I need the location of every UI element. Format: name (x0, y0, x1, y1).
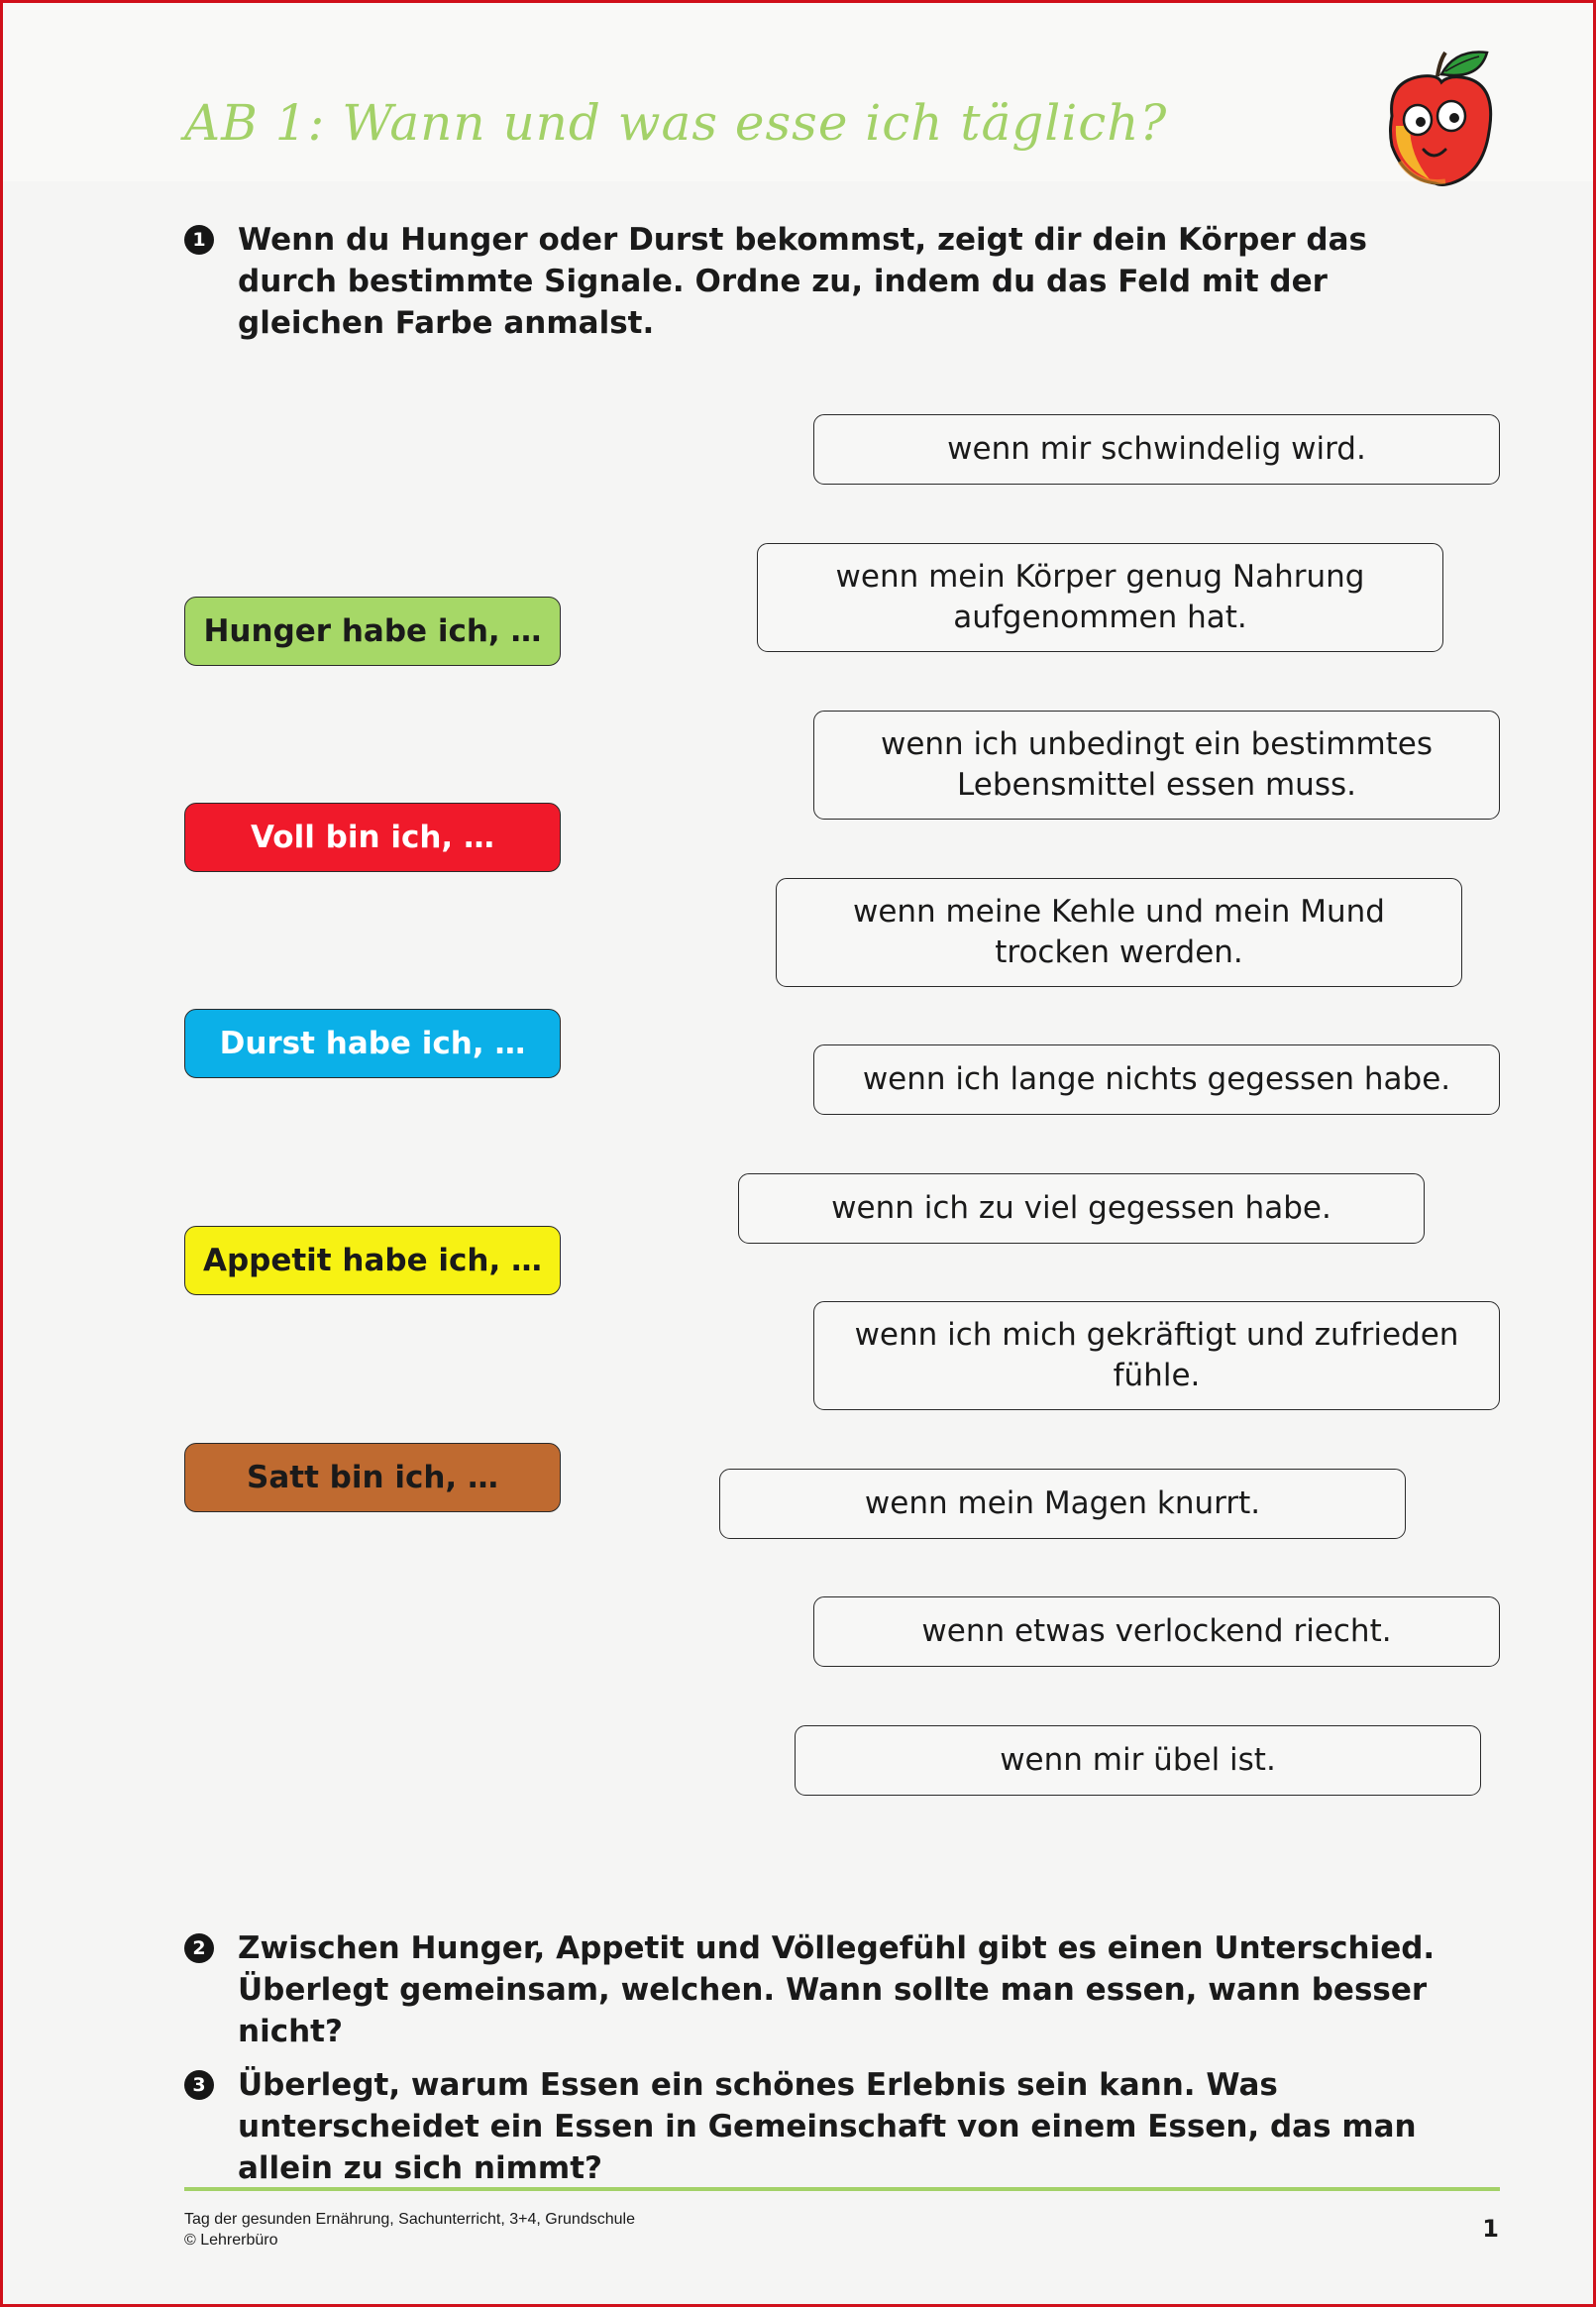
category-durst-box[interactable]: Durst habe ich, … (184, 1009, 561, 1078)
statement-box[interactable]: wenn ich mich gekräftigt und zufrieden fühle. (813, 1301, 1500, 1410)
category-appetit-box[interactable]: Appetit habe ich, … (184, 1226, 561, 1295)
task-number-badge: 1 (184, 225, 214, 255)
header-band (3, 3, 1593, 181)
statement-box[interactable]: wenn ich lange nichts gegessen habe. (813, 1044, 1500, 1115)
statement-box[interactable]: wenn mein Körper genug Nahrung aufgenommen hat. (757, 543, 1443, 652)
statement-box[interactable]: wenn etwas verlockend riecht. (813, 1596, 1500, 1667)
task-number-badge: 3 (184, 2070, 214, 2100)
footer-divider (184, 2187, 1500, 2191)
task-instruction: Zwischen Hunger, Appetit und Völlegefühl gibt es einen Unterschied. Überlegt gemeinsam, welchen. Wann sollte man essen, wann besser nicht? (238, 1930, 1436, 2049)
apple-mascot-icon (1380, 47, 1499, 190)
category-satt-box[interactable]: Satt bin ich, … (184, 1443, 561, 1512)
task-instruction: Wenn du Hunger oder Durst bekommst, zeigt dir dein Körper das durch bestimmte Signale. Ordne zu, indem du das Feld mit der gleichen Farbe anmalst. (238, 222, 1367, 341)
page-number: 1 (1482, 2215, 1499, 2243)
task-3 (184, 2064, 1502, 2189)
footer-copyright: © Lehrerbüro (184, 2232, 278, 2249)
statement-box[interactable]: wenn ich unbedingt ein bestimmtes Lebensmittel essen muss. (813, 711, 1500, 820)
category-hunger-box[interactable]: Hunger habe ich, … (184, 597, 561, 666)
task-number-badge: 2 (184, 1933, 214, 1963)
statement-box[interactable]: wenn mein Magen knurrt. (719, 1469, 1406, 1539)
statement-box[interactable]: wenn ich zu viel gegessen habe. (738, 1173, 1425, 1244)
page-title: AB 1: Wann und was esse ich täglich? (184, 94, 1168, 152)
footer-credits (184, 2209, 635, 2251)
category-voll-box[interactable]: Voll bin ich, … (184, 803, 561, 872)
task-instruction: Überlegt, warum Essen ein schönes Erlebnis sein kann. Was unterscheidet ein Essen in Gemeinschaft von einem Essen, das man allein zu sich nimmt? (238, 2067, 1417, 2186)
statement-box[interactable]: wenn mir schwindelig wird. (813, 414, 1500, 485)
statement-box[interactable]: wenn mir übel ist. (795, 1725, 1481, 1796)
statement-box[interactable]: wenn meine Kehle und mein Mund trocken werden. (776, 878, 1462, 987)
footer-course-info: Tag der gesunden Ernährung, Sachunterricht, 3+4, Grundschule (184, 2211, 635, 2228)
task-1 (184, 219, 1403, 344)
task-2 (184, 1927, 1492, 2052)
